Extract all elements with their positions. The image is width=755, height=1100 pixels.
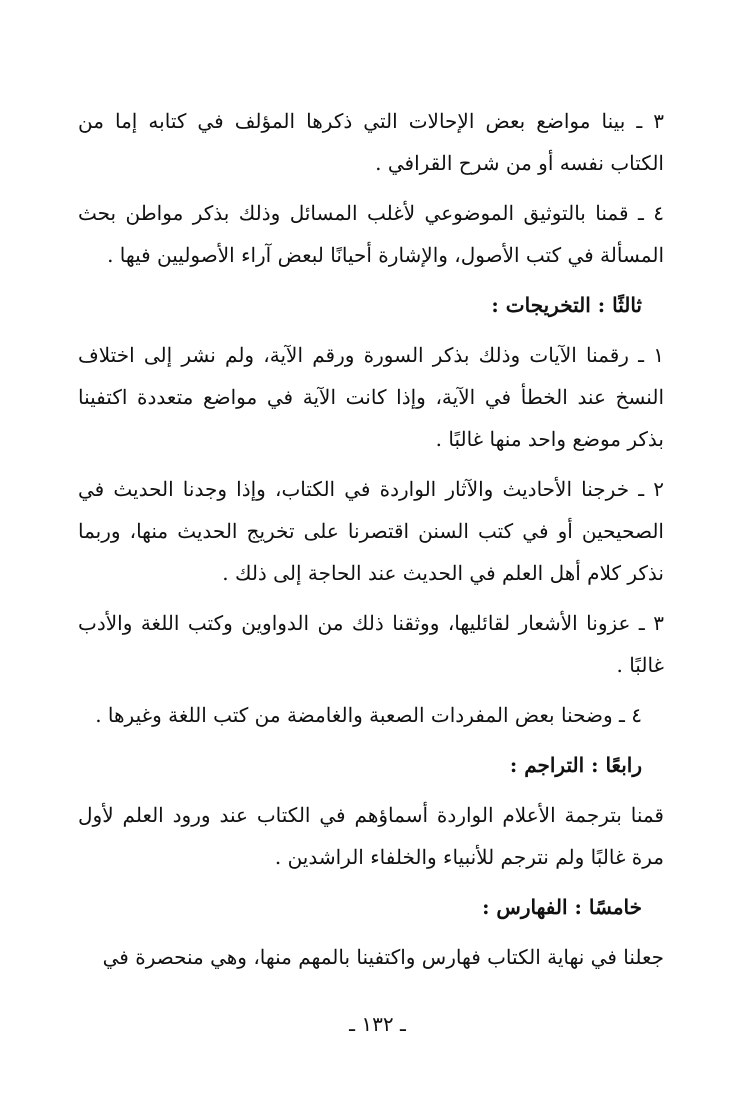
heading-fourth-biographies: رابعًا : التراجم : xyxy=(509,753,642,777)
paragraph-2-hadiths: ٢ ـ خرجنا الأحاديث والآثار الواردة في الكتاب، وإذا وجدنا الحديث في الصحيحين أو في كتب السنن اقتصرنا على تخريج الحديث منها، وربما نذكر كلام أهل العلم في الحديث عند الحاجة إلى ذلك . xyxy=(78,477,664,585)
paragraph-4-vocabulary: ٤ ـ وضحنا بعض المفردات الصعبة والغامضة من كتب اللغة وغيرها . xyxy=(95,703,642,727)
heading-fifth-indexes: خامسًا : الفهارس : xyxy=(482,895,642,919)
paragraph-1-verses: ١ ـ رقمنا الآيات وذلك بذكر السورة ورقم الآية، ولم نشر إلى اختلاف النسخ عند الخطأ في الآية، وإذا كانت الآية في مواضع متعددة اكتفينا بذكر موضع واحد منها غالبًا . xyxy=(78,343,664,451)
paragraph-3-references: ٣ ـ بينا مواضع بعض الإحالات التي ذكرها المؤلف في كتابه إما من الكتاب نفسه أو من شرح القرافي . xyxy=(78,109,664,175)
page-number: ـ ١٣٢ ـ xyxy=(349,1012,406,1036)
paragraph-biographies: قمنا بترجمة الأعلام الواردة أسماؤهم في الكتاب عند ورود العلم لأول مرة غالبًا ولم نترجم للأنبياء والخلفاء الراشدين . xyxy=(78,803,664,869)
page-body xyxy=(78,100,664,986)
paragraph-4-documentation: ٤ ـ قمنا بالتوثيق الموضوعي لأغلب المسائل وذلك بذكر مواطن بحث المسألة في كتب الأصول، والإشارة أحيانًا لبعض آراء الأصوليين فيها . xyxy=(78,201,664,267)
paragraph-indexes: جعلنا في نهاية الكتاب فهارس واكتفينا بالمهم منها، وهي منحصرة في xyxy=(102,945,664,969)
heading-third-takhrijat: ثالثًا : التخريجات : xyxy=(491,293,642,317)
paragraph-3-poetry: ٣ ـ عزونا الأشعار لقائليها، ووثقنا ذلك من الدواوين وكتب اللغة والأدب غالبًا . xyxy=(78,611,664,677)
